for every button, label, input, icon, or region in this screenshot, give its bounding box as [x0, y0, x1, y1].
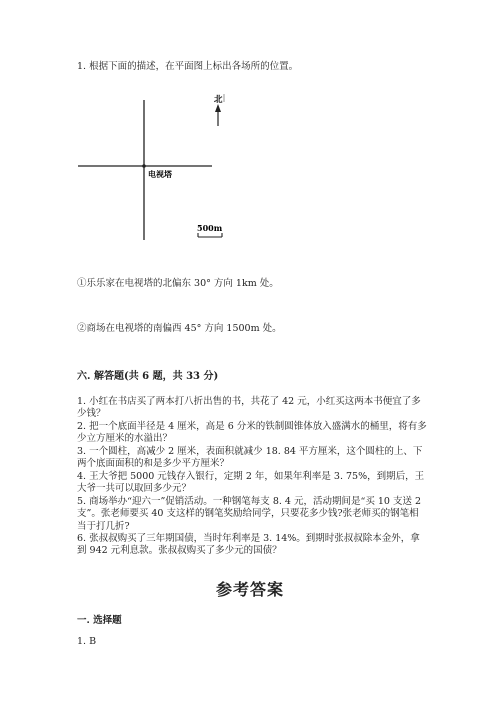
north-label: 北 — [214, 95, 223, 105]
question-2: 2. 把一个底面半径是 4 厘米，高是 6 分米的铁制圆锥体放入盛满水的桶里，将有多少立方厘米的水溢出？ — [77, 421, 427, 445]
question-intro: 1. 根据下面的描述，在平面图上标出各场所的位置。 — [77, 61, 299, 72]
statement-1: ①乐乐家在电视塔的北偏东 30° 方向 1km 处。 — [77, 278, 279, 289]
center-label: 电视塔 — [148, 169, 172, 179]
statement-2: ②商场在电视塔的南偏西 45° 方向 1500m 处。 — [77, 323, 282, 334]
question-4: 4. 王大爷把 5000 元钱存入银行，定期 2 年，如果年利率是 3. 75%，到期后，王大爷一共可以取回多少元？ — [77, 471, 425, 495]
center-point — [142, 164, 146, 168]
answers-section-title: 一. 选择题 — [77, 615, 122, 626]
question-1: 1. 小红在书店买了两本打八折出售的书，共花了 42 元，小红买这两本书便宜了多少钱？ — [77, 396, 421, 420]
question-6: 6. 张叔叔购买了三年期国债，当时年利率是 3. 14%。到期时张叔叔除本金外，拿到 942 元利息款。张叔叔购买了多少元的国债？ — [77, 533, 420, 557]
plan-diagram-svg — [70, 88, 240, 268]
plan-diagram — [70, 88, 240, 268]
north-arrow-icon — [215, 104, 221, 112]
scale-label: 500m — [197, 223, 223, 233]
question-3: 3. 一个圆柱，高减少 2 厘米，表面积就减少 18. 84 平方厘米，这个圆柱的上、下两个底面面积的和是多少平方厘米？ — [77, 446, 423, 470]
section-6-title: 六. 解答题(共 6 题，共 33 分) — [77, 371, 219, 382]
answer-1: 1. B — [77, 636, 97, 647]
answers-title: 参考答案 — [215, 580, 284, 599]
question-5: 5. 商场举办“迎六一”促销活动。一种钢笔每支 8. 4 元，活动期间是“买 10 支送 2 支”。张老师要买 40 支这样的钢笔奖励给同学，只要花多少钱?张老师买的钢笔相当于打几折? — [77, 496, 422, 532]
